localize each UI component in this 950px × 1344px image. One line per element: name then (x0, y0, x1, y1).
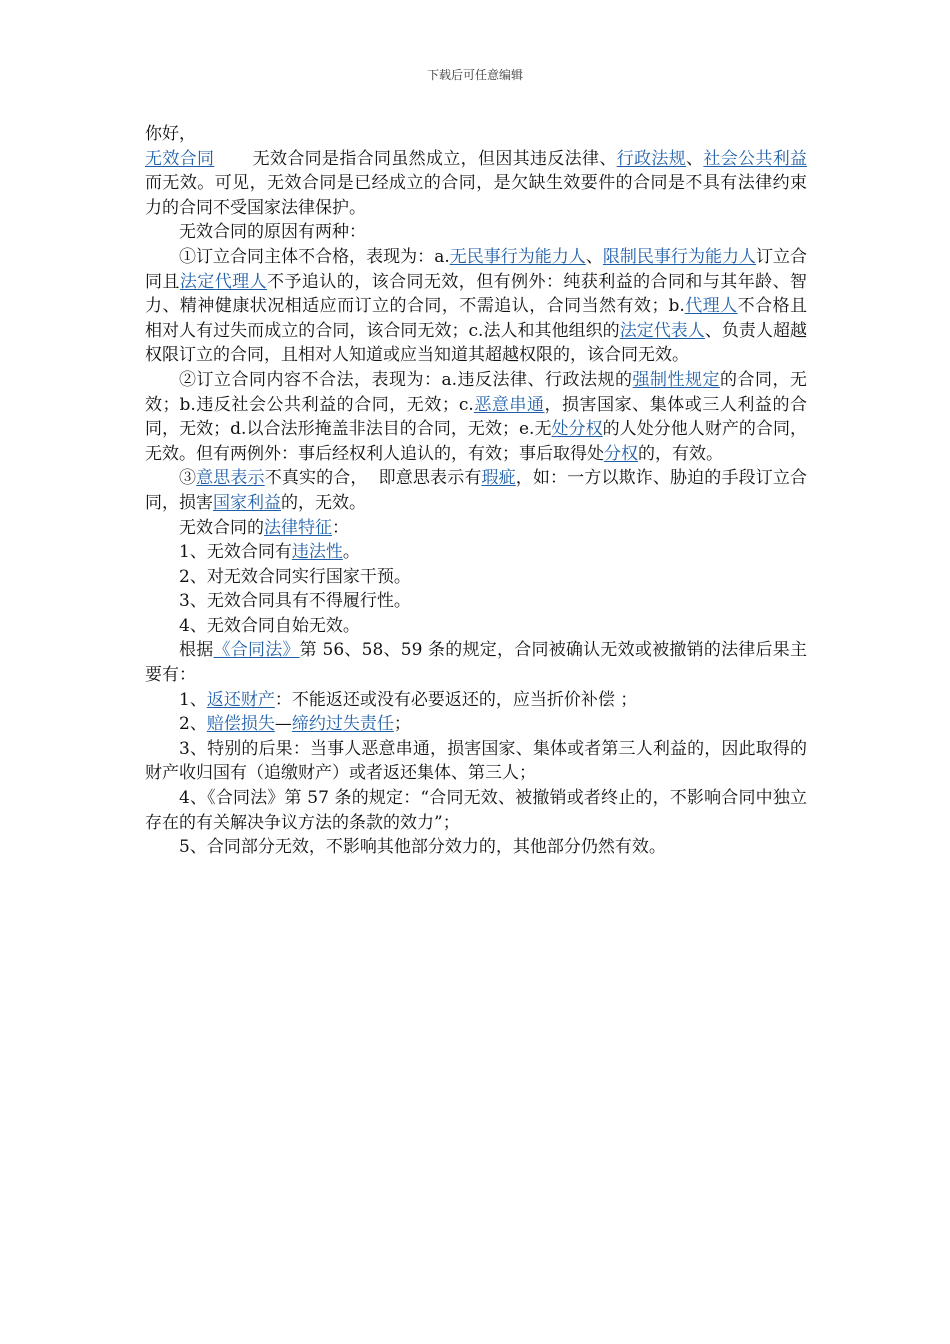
text-run: ③ (179, 468, 197, 489)
link-legal-features[interactable]: 法律特征 (264, 517, 332, 538)
text-run: 、 (585, 246, 603, 267)
reason-3-paragraph (145, 466, 807, 515)
text-run: 无效合同的 (179, 517, 264, 538)
text-run: ，如：一方以欺诈、胁迫的手段订立合同，损害 (145, 468, 808, 513)
reason-2-paragraph (145, 368, 807, 466)
text-run: 的，无效。 (281, 492, 366, 513)
text-run: 不予追认的，该合同无效，但有例外：纯获利益的合同和与其年龄、智力、精神健康状况相适应而订立的合同，不需追认，合同当然有效；b. (145, 271, 808, 317)
consequence-item-1 (145, 688, 807, 713)
text-run: 的人处分他人财产的合同，无效。但有两例外：事后经权利人追认的，有效；事后取得处 (145, 419, 808, 464)
feature-item-2: 2、对无效合同实行国家干预。 (179, 566, 411, 587)
consequence-item-3: 3、特别的后果：当事人恶意串通，损害国家、集体或者第三人利益的，因此取得的财产收归国有（追缴财产）或者返还集体、第三人； (145, 738, 807, 784)
link-legal-representative[interactable]: 法定代表人 (619, 320, 705, 341)
feature-item-4: 4、无效合同自始无效。 (179, 615, 360, 636)
text-run: 而无效。可见，无效合同是已经成立的合同，是欠缺生效要件的合同是不具有法律约束力的合同不受国家法律保护。 (145, 173, 807, 218)
text-run: 1、 (179, 689, 207, 710)
link-contracting-fault-liability[interactable]: 缔约过失责任 (291, 714, 394, 735)
link-no-capacity-person[interactable]: 无民事行为能力人 (449, 246, 586, 267)
feature-item-1 (145, 540, 807, 565)
text-run: ； (393, 714, 411, 735)
greeting: 你好， (145, 124, 196, 144)
link-agent[interactable]: 代理人 (684, 296, 738, 317)
link-legal-agent[interactable]: 法定代理人 (179, 271, 268, 292)
intro-paragraph (145, 147, 807, 221)
consequence-item-5: 5、合同部分无效，不影响其他部分效力的，其他部分仍然有效。 (179, 837, 666, 858)
text-run: 无效合同是指合同虽然成立，但因其违反法律、 (252, 148, 617, 169)
link-mandatory-provisions[interactable]: 强制性规定 (632, 369, 721, 390)
feature-item-3: 3、无效合同具有不得履行性。 (179, 591, 411, 612)
features-heading (145, 516, 807, 541)
text-run: 第 56、58、59 条的规定，合同被确认无效或被撤销的法律后果主要有： (145, 640, 808, 686)
text-run: 。 (342, 542, 360, 563)
consequence-item-2 (145, 712, 807, 737)
link-return-property[interactable]: 返还财产 (206, 689, 275, 710)
text-run: — (274, 714, 292, 735)
text-run: 不真实的合， 即意思表示有 (264, 468, 482, 489)
link-compensation[interactable]: 赔偿损失 (206, 714, 275, 735)
text-run: ②订立合同内容不合法，表现为：a.违反法律、行政法规的 (179, 369, 633, 390)
document-body (145, 122, 807, 860)
text-run: 的，有效。 (638, 443, 723, 464)
link-national-interest[interactable]: 国家利益 (213, 492, 281, 513)
link-malicious-collusion[interactable]: 恶意串通 (473, 394, 545, 415)
link-administrative-regulations[interactable]: 行政法规 (616, 148, 687, 169)
link-illegality[interactable]: 违法性 (291, 542, 343, 563)
reasons-heading: 无效合同的原因有两种： (179, 222, 366, 243)
link-invalid-contract[interactable]: 无效合同 (145, 148, 215, 169)
text-run: ：不能返还或没有必要返还的，应当折价补偿 ； (274, 689, 638, 710)
text-run: 、 (686, 148, 704, 169)
link-limited-capacity-person[interactable]: 限制民事行为能力人 (602, 246, 756, 267)
link-declaration-of-intent[interactable]: 意思表示 (196, 468, 265, 489)
text-run: 不合格且相对人有过失而成立的合同，该合同无效；c.法人和其他组织的 (145, 296, 808, 341)
text-run: 根据 (179, 640, 214, 661)
text-run: 的合同，无效；b.违反社会公共利益的合同，无效；c. (145, 369, 808, 415)
consequence-item-4: 4、《合同法》第 57 条的规定：“合同无效、被撤销或者终止的，不影响合同中独立存在的有关解决争议方法的条款的效力”； (145, 788, 807, 833)
reason-1-paragraph (145, 245, 807, 368)
text-run: ，损害国家、集体或三人利益的合同，无效；d.以合法形掩盖非法目的合同，无效；e.无 (145, 394, 807, 440)
text-run: ①订立合同主体不合格，表现为：a. (179, 246, 450, 267)
page-header: 下载后可任意编辑 (426, 68, 523, 82)
link-contract-law[interactable]: 《合同法》 (213, 640, 300, 661)
link-public-interest[interactable]: 社会公共利益 (703, 148, 808, 169)
text-run: 2、 (179, 714, 207, 735)
text-run: 、负责人超越权限订立的合同，且相对人知道或应当知道其超越权限的，该合同无效。 (145, 320, 808, 366)
link-disposal-right-2[interactable]: 分权 (604, 443, 638, 464)
link-defect[interactable]: 瑕疵 (481, 468, 516, 489)
consequences-heading (145, 638, 807, 687)
link-disposal-right[interactable]: 处分权 (551, 419, 603, 440)
text-run: ： (332, 517, 349, 538)
text-run: 订立合同且 (145, 246, 808, 292)
text-run: 1、无效合同有 (179, 542, 292, 563)
